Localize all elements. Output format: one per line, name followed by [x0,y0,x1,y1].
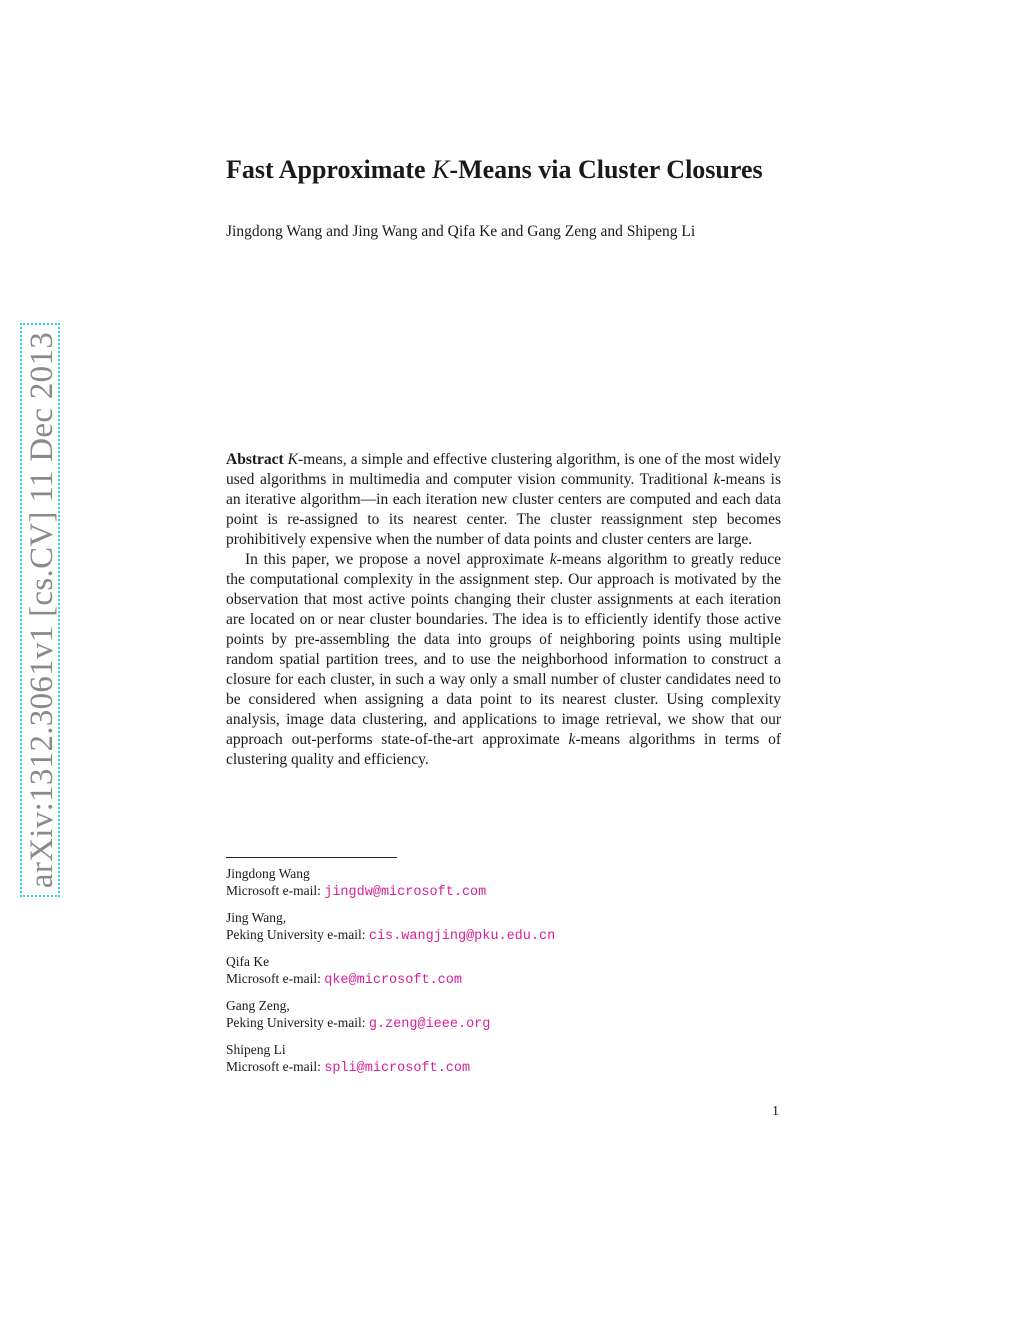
title-post: -Means via Cluster Closures [449,155,763,184]
email-link[interactable]: qke@microsoft.com [324,973,462,988]
page-number: 1 [772,1104,779,1119]
abstract-text-2a: In this paper, we propose a novel approximate [245,551,550,568]
footnote-affiliation [226,926,786,945]
email-link[interactable]: g.zeng@ieee.org [368,1017,491,1032]
affiliation-text: Microsoft e-mail: [226,971,325,986]
footnote-name: Qifa Ke [226,954,270,969]
footnote-author [226,953,786,989]
email-link[interactable]: cis.wangjing@pku.edu.cn [368,929,556,944]
affiliation-text: Peking University e-mail: [226,1015,369,1030]
abstract-text-2c: -means algorithms in terms of clustering quality and efficiency. [226,731,782,768]
abstract-text-1: -means, a simple and effective clustering algorithm, is one of the most widely used algorithms in multimedia and computer vision community. Traditional [226,451,782,488]
abstract-paragraph-1 [226,450,781,550]
footnote-author [226,865,786,901]
affiliation-text: Microsoft e-mail: [226,883,325,898]
abstract-k3: k [549,551,557,568]
footnote-name: Jingdong Wang [226,866,310,881]
footnote-author [226,997,786,1033]
abstract-text-1b: -means is an iterative algorithm—in each iteration new cluster centers are computed and each data point is re-assigned to its nearest center. The cluster reassignment step becomes prohibitively expensive when the number of data points and cluster centers are large. [226,471,781,548]
footnote-name: Gang Zeng, [226,998,290,1013]
footnote-affiliation [226,970,786,989]
footnote-author [226,1041,786,1077]
footnote-name: Shipeng Li [226,1042,286,1057]
footnote-affiliation [226,882,786,901]
abstract-paragraph-2 [226,550,781,770]
abstract-label: Abstract [226,451,284,468]
footnote-name: Jing Wang, [226,910,287,925]
abstract-k2: k [713,471,721,488]
title-k-italic: K [432,155,450,184]
affiliation-text: Peking University e-mail: [226,927,369,942]
email-link[interactable]: spli@microsoft.com [324,1061,471,1076]
abstract-k4: k [568,731,576,748]
author-footnotes [226,865,786,1085]
title-pre: Fast Approximate [226,155,433,184]
email-link[interactable]: jingdw@microsoft.com [324,885,487,900]
paper-title [226,153,826,187]
footnote-author [226,909,786,945]
abstract [226,450,781,770]
arxiv-stamp[interactable]: arXiv:1312.3061v1 [cs.CV] 11 Dec 2013 [24,331,60,889]
footnote-affiliation [226,1058,786,1077]
abstract-text-2b: -means algorithm to greatly reduce the computational complexity in the assignment step. Our approach is motivated by the observation that most active points changing their cluster assignments at each iteration are located on or near cluster boundaries. The idea is to efficiently identify those active points by pre-assembling the data into groups of neighboring points using multiple random spatial partition trees, and to use the neighborhood information to construct a closure for each cluster, in such a way only a small number of cluster candidates need to be considered when assigning a data point to its nearest cluster. Using complexity analysis, image data clustering, and applications to image retrieval, we show that our approach out-performs state-of-the-art approximate [226,551,781,748]
author-list: Jingdong Wang and Jing Wang and Qifa Ke and Gang Zeng and Shipeng Li [226,223,696,240]
footnote-rule [226,857,397,858]
footnote-affiliation [226,1014,786,1033]
abstract-k: K [287,451,299,468]
affiliation-text: Microsoft e-mail: [226,1059,325,1074]
